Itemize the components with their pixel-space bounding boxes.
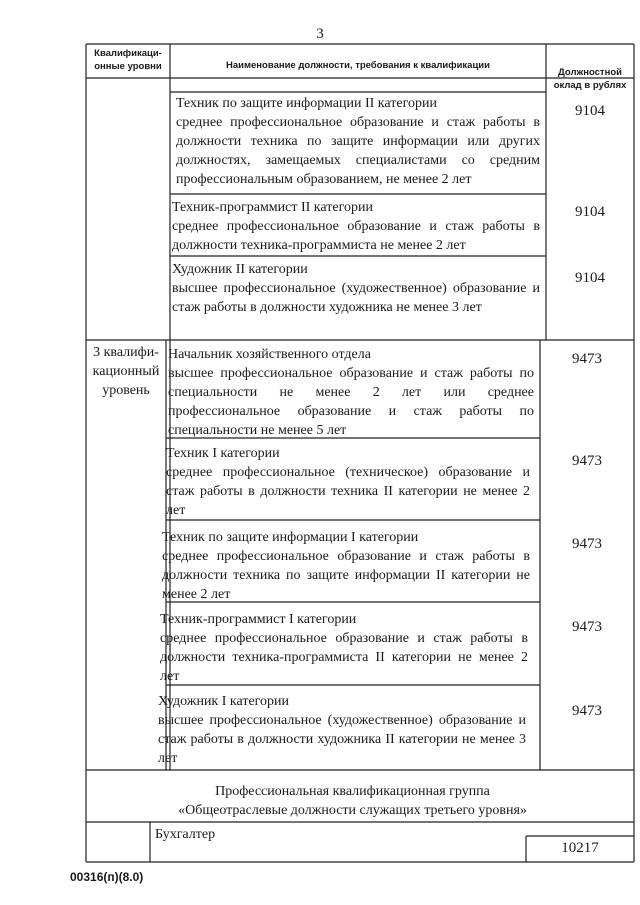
position-requirements: высшее профессиональное (художественное) образование и стаж работы в должности художника II категории не менее 3 лет bbox=[158, 713, 526, 766]
salary-value: 9473 bbox=[572, 703, 602, 719]
position-entry bbox=[160, 610, 528, 686]
position-requirements: среднее профессиональное образование и стаж работы в должности техника по защите информации или других должностях, замещаемых специалистами со средним профессиональным образованием, не менее 2 лет bbox=[176, 115, 540, 187]
position-title-accountant: Бухгалтер bbox=[155, 827, 216, 842]
position-entry bbox=[168, 345, 534, 440]
position-entry bbox=[158, 692, 526, 768]
salary-value: 9104 bbox=[575, 103, 605, 119]
position-entry bbox=[162, 528, 530, 604]
position-title: Художник II категории bbox=[172, 262, 308, 277]
salary-value: 9104 bbox=[575, 204, 605, 220]
salary-value: 9473 bbox=[572, 453, 602, 469]
position-title: Техник-программист I категории bbox=[160, 612, 357, 627]
position-requirements: высшее профессиональное образование и стаж работы по специальности не менее 2 лет или среднее профессиональное образование и стаж работы по специальности не менее 5 лет bbox=[168, 366, 534, 438]
group-heading-line-2: «Общеотраслевые должности служащих третьего уровня» bbox=[178, 803, 527, 818]
salary-value-accountant: 10217 bbox=[561, 840, 599, 856]
salary-value: 9473 bbox=[572, 619, 602, 635]
header-position: Наименование должности, требования к квалификации bbox=[226, 60, 490, 71]
position-title: Техник I категории bbox=[166, 446, 280, 461]
salary-value: 9473 bbox=[572, 351, 602, 367]
header-level: Квалификаци-онные уровни bbox=[94, 48, 162, 72]
position-title: Техник по защите информации II категории bbox=[176, 96, 437, 111]
position-requirements: среднее профессиональное образование и стаж работы в должности техника-программиста не менее 2 лет bbox=[172, 219, 540, 253]
header-salary: Должностной оклад в рублях bbox=[553, 67, 627, 91]
position-title: Начальник хозяйственного отдела bbox=[168, 347, 371, 362]
page-number: 3 bbox=[316, 26, 324, 42]
salary-value: 9104 bbox=[575, 270, 605, 286]
position-title: Художник I категории bbox=[158, 694, 290, 709]
position-entry bbox=[166, 444, 530, 520]
position-entry bbox=[176, 94, 540, 189]
salary-value: 9473 bbox=[572, 536, 602, 552]
position-entry bbox=[172, 198, 540, 255]
position-requirements: высшее профессиональное (художественное) образование и стаж работы в должности художника не менее 3 лет bbox=[172, 281, 540, 315]
position-title: Техник-программист II категории bbox=[172, 200, 373, 215]
position-title: Техник по защите информации I категории bbox=[162, 530, 419, 545]
document-code: 00316(п)(8.0) bbox=[70, 870, 144, 884]
position-entry bbox=[172, 260, 540, 317]
position-requirements: среднее профессиональное образование и стаж работы в должности техника-программиста II категории не менее 2 лет bbox=[160, 631, 528, 684]
group-heading bbox=[80, 782, 625, 820]
position-requirements: среднее профессиональное образование и стаж работы в должности техника по защите информации II категории не менее 2 лет bbox=[162, 549, 530, 602]
position-requirements: среднее профессиональное (техническое) образование и стаж работы в должности техника II категории не менее 2 лет bbox=[166, 465, 530, 518]
qualification-level-3: 3 квалифи-кационный уровень bbox=[92, 345, 160, 398]
group-heading-line-1: Профессиональная квалификационная группа bbox=[215, 784, 490, 799]
